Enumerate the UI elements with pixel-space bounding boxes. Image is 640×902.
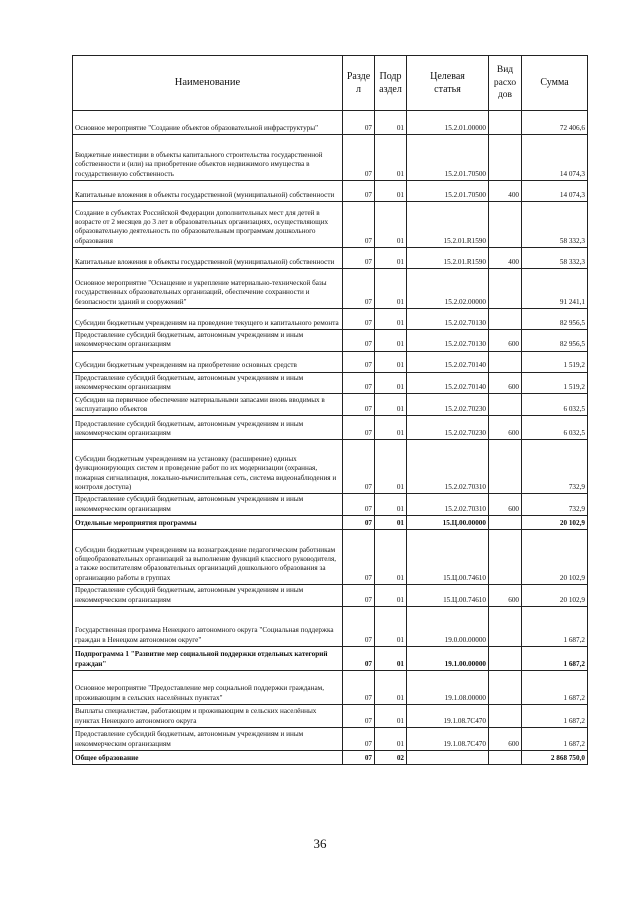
row-amount: 14 074,3 (522, 181, 588, 202)
table-row (73, 330, 588, 352)
row-section: 07 (343, 750, 375, 764)
row-expense-type (489, 309, 522, 330)
row-section: 07 (343, 135, 375, 181)
table-row (73, 704, 588, 727)
row-name: Предоставление субсидий бюджетным, автономным учреждениям и иным некоммерческим организациям (73, 330, 343, 352)
row-target: 19.0.00.00000 (407, 606, 489, 646)
row-amount: 20 102,9 (522, 530, 588, 585)
row-expense-type (489, 111, 522, 135)
table-row (73, 269, 588, 309)
row-name: Подпрограмма 1 "Развитие мер социальной поддержки отдельных категорий граждан" (73, 646, 343, 670)
row-subsection: 01 (375, 269, 407, 309)
row-section: 07 (343, 646, 375, 670)
row-amount: 732,9 (522, 494, 588, 516)
row-amount: 82 956,5 (522, 330, 588, 352)
table-row (73, 248, 588, 269)
row-section: 07 (343, 309, 375, 330)
row-target (407, 750, 489, 764)
row-subsection: 01 (375, 309, 407, 330)
row-name: Субсидии бюджетным учреждениям на проведение текущего и капитального ремонта (73, 309, 343, 330)
row-name: Основное мероприятие "Оснащение и укрепление материально-технической базы государственных образовательных организаций, обеспечение сохранности и безопасности зданий и сооружений" (73, 269, 343, 309)
row-expense-type: 600 (489, 585, 522, 607)
row-subsection: 01 (375, 440, 407, 494)
table-row (73, 440, 588, 494)
table-row (73, 750, 588, 764)
table-row (73, 585, 588, 607)
row-name: Выплаты специалистам, работающим и проживающим в сельских населённых пунктах Ненецкого автономного округа (73, 704, 343, 727)
row-subsection: 01 (375, 372, 407, 394)
row-amount: 1 687,2 (522, 704, 588, 727)
row-name: Предоставление субсидий бюджетным, автономным учреждениям и иным некоммерческим организациям (73, 372, 343, 394)
row-subsection: 01 (375, 494, 407, 516)
table-row (73, 372, 588, 394)
row-name: Капитальные вложения в объекты государственной (муниципальной) собственности (73, 248, 343, 269)
table-row (73, 494, 588, 516)
row-target: 19.1.08.00000 (407, 670, 489, 704)
row-subsection: 01 (375, 181, 407, 202)
table-row (73, 606, 588, 646)
row-subsection: 01 (375, 351, 407, 372)
row-target: 15.2.02.70230 (407, 416, 489, 440)
row-expense-type (489, 646, 522, 670)
table-row (73, 135, 588, 181)
header-amount: Сумма (522, 56, 588, 111)
row-expense-type (489, 530, 522, 585)
row-amount: 2 868 750,0 (522, 750, 588, 764)
header-section: Разде л (343, 56, 375, 111)
table-row (73, 727, 588, 750)
row-amount: 58 332,3 (522, 202, 588, 248)
row-name: Капитальные вложения в объекты государственной (муниципальной) собственности (73, 181, 343, 202)
row-name: Основное мероприятие "Предоставление мер социальной поддержки гражданам, проживающим в сельских населённых пунктах" (73, 670, 343, 704)
row-expense-type: 600 (489, 727, 522, 750)
table-row (73, 351, 588, 372)
row-section: 07 (343, 704, 375, 727)
row-expense-type: 600 (489, 416, 522, 440)
row-subsection: 01 (375, 516, 407, 530)
row-subsection: 01 (375, 727, 407, 750)
budget-table (72, 55, 588, 765)
row-name: Субсидии бюджетным учреждениям на установку (расширение) единых функционирующих систем и проведение работ по их модернизации (охранная, пожарная сигнализация, локально-вычислительная сеть, система видеонаблюдения и контроля доступа) (73, 440, 343, 494)
row-section: 07 (343, 670, 375, 704)
row-expense-type (489, 440, 522, 494)
row-target: 15.2.01.70500 (407, 181, 489, 202)
row-expense-type: 600 (489, 494, 522, 516)
table-row (73, 202, 588, 248)
table-row (73, 516, 588, 530)
row-amount: 20 102,9 (522, 585, 588, 607)
row-target: 15.2.02.70230 (407, 394, 489, 416)
row-expense-type (489, 351, 522, 372)
table-row (73, 111, 588, 135)
row-section: 07 (343, 585, 375, 607)
row-target: 15.2.01.R1590 (407, 248, 489, 269)
row-name: Предоставление субсидий бюджетным, автономным учреждениям и иным некоммерческим организациям (73, 494, 343, 516)
row-target: 15.Ц.00.00000 (407, 516, 489, 530)
row-expense-type (489, 606, 522, 646)
row-target: 15.Ц.00.74610 (407, 585, 489, 607)
row-target: 19.1.00.00000 (407, 646, 489, 670)
row-expense-type (489, 750, 522, 764)
row-expense-type (489, 269, 522, 309)
row-subsection: 01 (375, 646, 407, 670)
row-section: 07 (343, 330, 375, 352)
table-row (73, 309, 588, 330)
row-name: Общее образование (73, 750, 343, 764)
row-subsection: 01 (375, 248, 407, 269)
row-section: 07 (343, 727, 375, 750)
row-expense-type: 600 (489, 330, 522, 352)
row-subsection: 01 (375, 394, 407, 416)
row-amount: 72 406,6 (522, 111, 588, 135)
row-section: 07 (343, 416, 375, 440)
row-target: 15.2.02.70130 (407, 309, 489, 330)
row-amount: 1 687,2 (522, 670, 588, 704)
row-section: 07 (343, 494, 375, 516)
row-expense-type: 600 (489, 372, 522, 394)
row-name: Субсидии бюджетным учреждениям на приобретение основных средств (73, 351, 343, 372)
row-target: 19.1.08.7C470 (407, 704, 489, 727)
row-amount: 20 102,9 (522, 516, 588, 530)
row-subsection: 01 (375, 135, 407, 181)
row-amount: 1 519,2 (522, 351, 588, 372)
row-name: Субсидии на первичное обеспечение материальными запасами вновь вводимых в эксплуатацию объектов (73, 394, 343, 416)
row-amount: 1 687,2 (522, 727, 588, 750)
page-number: 36 (313, 836, 327, 851)
table-row (73, 670, 588, 704)
header-target: Целевая статья (407, 56, 489, 111)
row-section: 07 (343, 181, 375, 202)
row-expense-type (489, 670, 522, 704)
row-name: Предоставление субсидий бюджетным, автономным учреждениям и иным некоммерческим организациям (73, 585, 343, 607)
row-target: 15.Ц.00.74610 (407, 530, 489, 585)
row-amount: 6 032,5 (522, 416, 588, 440)
row-section: 07 (343, 248, 375, 269)
row-name: Государственная программа Ненецкого автономного округа "Социальная поддержка граждан в Ненецком автономном округе" (73, 606, 343, 646)
row-section: 07 (343, 530, 375, 585)
table-row (73, 646, 588, 670)
table-row (73, 394, 588, 416)
row-amount: 91 241,1 (522, 269, 588, 309)
row-section: 07 (343, 372, 375, 394)
row-subsection: 01 (375, 704, 407, 727)
table-row (73, 530, 588, 585)
row-section: 07 (343, 440, 375, 494)
row-target: 19.1.08.7C470 (407, 727, 489, 750)
row-name: Предоставление субсидий бюджетным, автономным учреждениям и иным некоммерческим организациям (73, 727, 343, 750)
row-section: 07 (343, 394, 375, 416)
row-amount: 1 519,2 (522, 372, 588, 394)
header-expense-type: Вид расхо дов (489, 56, 522, 111)
row-target: 15.2.02.70310 (407, 440, 489, 494)
row-section: 07 (343, 111, 375, 135)
row-subsection: 01 (375, 530, 407, 585)
row-target: 15.2.02.70130 (407, 330, 489, 352)
table-header-row (73, 56, 588, 111)
row-target: 15.2.02.70140 (407, 351, 489, 372)
row-subsection: 01 (375, 606, 407, 646)
table-row (73, 416, 588, 440)
row-subsection: 01 (375, 202, 407, 248)
row-name: Предоставление субсидий бюджетным, автономным учреждениям и иным некоммерческим организациям (73, 416, 343, 440)
row-expense-type: 400 (489, 248, 522, 269)
row-expense-type (489, 394, 522, 416)
row-subsection: 01 (375, 416, 407, 440)
row-section: 07 (343, 606, 375, 646)
row-target: 15.2.02.70310 (407, 494, 489, 516)
row-amount: 1 687,2 (522, 646, 588, 670)
row-amount: 6 032,5 (522, 394, 588, 416)
row-name: Отдельные мероприятия программы (73, 516, 343, 530)
row-amount: 58 332,3 (522, 248, 588, 269)
row-amount: 1 687,2 (522, 606, 588, 646)
row-section: 07 (343, 516, 375, 530)
row-subsection: 01 (375, 670, 407, 704)
row-name: Бюджетные инвестиции в объекты капитального строительства государственной собственности и (или) на приобретение объектов недвижимого имущества в государственную собственность (73, 135, 343, 181)
row-section: 07 (343, 269, 375, 309)
row-subsection: 01 (375, 111, 407, 135)
row-amount: 82 956,5 (522, 309, 588, 330)
row-name: Основное мероприятие "Создание объектов образовательной инфраструктуры" (73, 111, 343, 135)
header-subsection: Подр аздел (375, 56, 407, 111)
row-expense-type (489, 202, 522, 248)
row-expense-type: 400 (489, 181, 522, 202)
row-subsection: 02 (375, 750, 407, 764)
row-target: 15.2.01.00000 (407, 111, 489, 135)
row-subsection: 01 (375, 330, 407, 352)
row-target: 15.2.01.70500 (407, 135, 489, 181)
row-subsection: 01 (375, 585, 407, 607)
row-section: 07 (343, 351, 375, 372)
row-name: Создание в субъектах Российской Федерации дополнительных мест для детей в возрасте от 2 месяцев до 3 лет в образовательных организациях, осуществляющих образовательную деятельность по образовательным программам дошкольного образования (73, 202, 343, 248)
row-expense-type (489, 516, 522, 530)
row-target: 15.2.02.00000 (407, 269, 489, 309)
header-name: Наименование (73, 56, 343, 111)
table-row (73, 181, 588, 202)
row-expense-type (489, 704, 522, 727)
row-amount: 14 074,3 (522, 135, 588, 181)
row-target: 15.2.01.R1590 (407, 202, 489, 248)
row-amount: 732,9 (522, 440, 588, 494)
row-section: 07 (343, 202, 375, 248)
row-name: Субсидии бюджетным учреждениям на вознаграждение педагогическим работникам общеобразовательных организаций за выполнение функций классного руководителя, а также воспитателям образовательных организаций дошкольного образования за организацию работы в группах (73, 530, 343, 585)
row-expense-type (489, 135, 522, 181)
row-target: 15.2.02.70140 (407, 372, 489, 394)
